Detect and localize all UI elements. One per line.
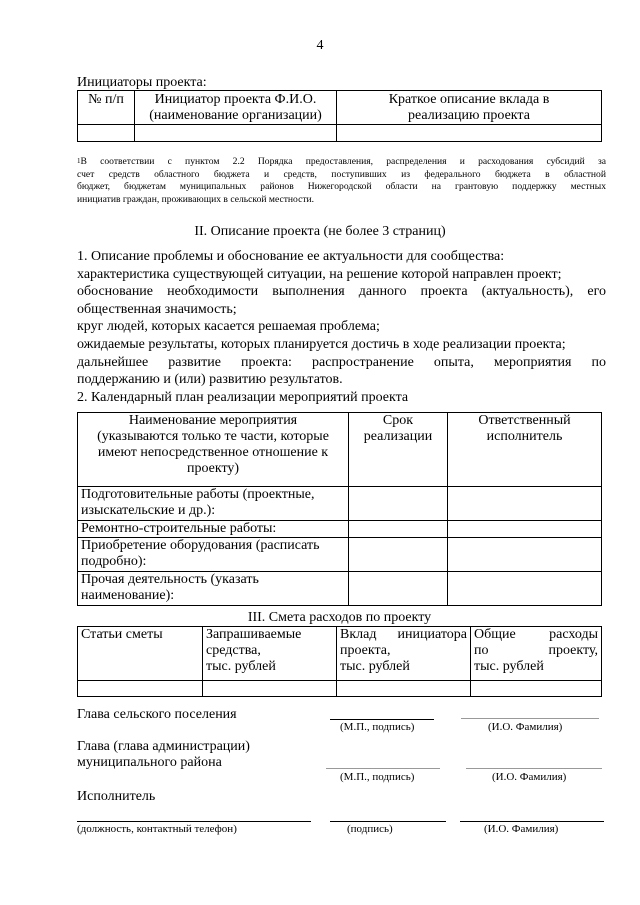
signature-line xyxy=(330,719,434,720)
mp-signature-caption: (М.П., подпись) xyxy=(340,721,415,733)
signature-caption: (подпись) xyxy=(347,823,393,835)
section-2-title: II. Описание проекта (не более 3 страниц) xyxy=(194,224,446,239)
section-3-title: III. Смета расходов по проекту xyxy=(247,610,432,625)
page-number: 4 xyxy=(316,38,324,53)
mp-signature-caption: (М.П., подпись) xyxy=(340,771,415,783)
name-caption: (И.О. Фамилия) xyxy=(488,721,563,733)
section-2-body: 1. Описание проблемы и обоснование ее актуальности для сообщества: характеристика существующей ситуации, на решение которой направлен проект; обоснование необходимости выполнения данного проекта (актуальность), его общественная значимость; круг людей, которых касается решаемая проблема; ожидаемые результаты, которых планируется достичь в ходе реализации проекта; дальнейшее развитие проекта: распространение опыта, мероприятия по поддержанию и (или) развитию результатов. 2. Календарный план реализации мероприятий проекта xyxy=(77,249,606,405)
budget-header-items: Статьи сметы xyxy=(78,627,203,681)
budget-header-requested: Запрашиваемые средства, тыс. рублей xyxy=(203,627,337,681)
calendar-row-label: Прочая деятельность (указать наименование): xyxy=(78,572,349,606)
footnote: $^1$В соответствии с пунктом 2.2 Порядка предоставления, распределения и расходования субсидий за счет средств областного бюджета и средств, поступивших из федерального бюджета в областной бюджет, бюджетам муниципальных районов Нижегородской области на грантовую поддержку местных инициатив граждан, проживающих в сельской местности. xyxy=(77,156,606,205)
col-initiator-header: Инициатор проекта Ф.И.О. (наименование организации) xyxy=(135,91,337,125)
budget-table xyxy=(77,626,602,697)
position-line xyxy=(77,821,311,822)
table-cell xyxy=(337,125,602,142)
table-cell xyxy=(349,538,448,572)
col-number-header: № п/п xyxy=(78,91,135,125)
signature-line xyxy=(330,821,446,822)
table-cell xyxy=(78,681,203,697)
footnote-mark: 1 xyxy=(77,157,81,165)
calendar-row-label: Подготовительные работы (проектные, изыскательские и др.): xyxy=(78,487,349,521)
name-line xyxy=(466,768,602,769)
table-cell xyxy=(448,487,602,521)
budget-header-contribution: Вклад инициатора проекта, тыс. рублей xyxy=(337,627,471,681)
name-caption: (И.О. Фамилия) xyxy=(484,823,559,835)
table-cell xyxy=(78,125,135,142)
col-contribution-header: Краткое описание вклада в реализацию проекта xyxy=(337,91,602,125)
name-line xyxy=(461,718,599,719)
calendar-header-responsible: Ответственный исполнитель xyxy=(448,413,602,487)
name-line xyxy=(460,821,604,822)
table-cell xyxy=(349,572,448,606)
calendar-row-label: Ремонтно-строительные работы: xyxy=(78,521,349,538)
initiators-table xyxy=(77,90,602,142)
executor-label: Исполнитель xyxy=(77,789,156,804)
table-cell xyxy=(337,681,471,697)
name-caption: (И.О. Фамилия) xyxy=(492,771,567,783)
head-district-label-1: Глава (глава администрации) xyxy=(77,739,250,754)
table-cell xyxy=(349,487,448,521)
table-cell xyxy=(349,521,448,538)
head-settlement-label: Глава сельского поселения xyxy=(77,707,237,722)
signature-line xyxy=(326,768,440,769)
calendar-header-name: Наименование мероприятия (указываются только те части, которые имеют непосредственное отношение к проекту) xyxy=(78,413,349,487)
initiators-title: Инициаторы проекта: xyxy=(77,75,207,90)
table-cell xyxy=(448,572,602,606)
budget-header-total: Общие расходы по проекту, тыс. рублей xyxy=(471,627,602,681)
table-cell xyxy=(135,125,337,142)
calendar-table xyxy=(77,412,602,606)
calendar-row-label: Приобретение оборудования (расписать подробно): xyxy=(78,538,349,572)
calendar-header-term: Срок реализации xyxy=(349,413,448,487)
table-cell xyxy=(448,538,602,572)
position-phone-caption: (должность, контактный телефон) xyxy=(77,823,237,835)
table-cell xyxy=(448,521,602,538)
table-cell xyxy=(203,681,337,697)
table-cell xyxy=(471,681,602,697)
head-district-label-2: муниципального района xyxy=(77,755,222,770)
